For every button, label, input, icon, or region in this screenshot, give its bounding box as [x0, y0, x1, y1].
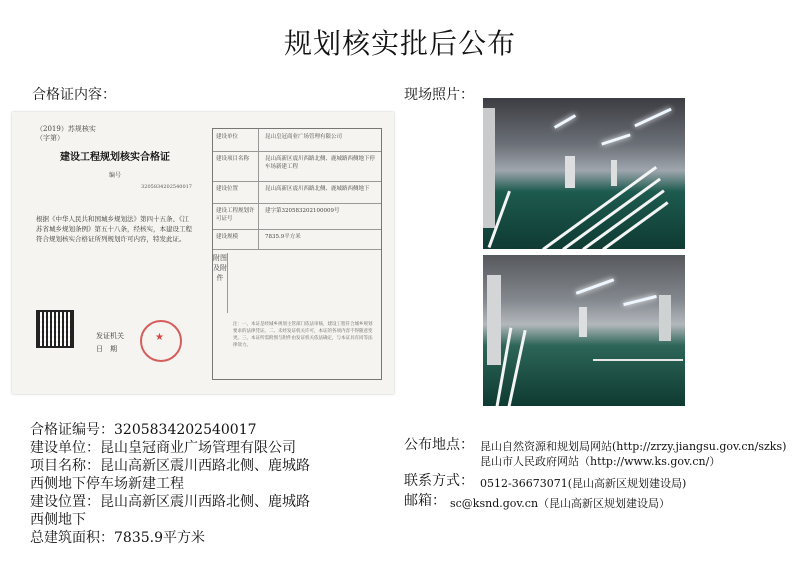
certificate-number-small: 3205834202540017 [141, 184, 192, 190]
area-value: 7835.9平方米 [114, 530, 205, 546]
cert-row [213, 181, 381, 204]
email-value[interactable]: sc@ksnd.gov.cn（昆山高新区规划建设局） [450, 497, 671, 510]
official-seal-icon [140, 320, 182, 362]
location-value-1: 昆山高新区震川西路北侧、鹿城路 [100, 494, 310, 510]
cert-number-line [30, 421, 380, 439]
cert-row-value: 建字第320583202100009号 [265, 208, 340, 214]
issuer-label: 发证机关 [96, 332, 124, 340]
photo-section-label: 现场照片： [404, 87, 474, 103]
location-label: 建设位置： [30, 494, 100, 510]
project-value-2: 西侧地下停车场新建工程 [30, 476, 184, 492]
cert-row [213, 151, 381, 182]
certificate-image [12, 112, 394, 394]
publish-info [404, 436, 794, 512]
qr-code-icon [36, 310, 74, 348]
cert-row-value: 昆山高新区震川西路北侧、鹿城路西侧地下停车场新建工程 [265, 156, 376, 170]
contact-label: 联系方式： [404, 473, 474, 489]
builder-value: 昆山皇冠商业广场管理有限公司 [100, 440, 296, 456]
cert-row-key: 建设位置 [213, 181, 259, 203]
publish-place-line1[interactable]: 昆山自然资源和规划局网站(http://zrzy.jiangsu.gov.cn/szks) [480, 440, 787, 453]
certificate-left-page [30, 124, 200, 380]
cert-number-value: 3205834202540017 [114, 422, 257, 438]
certificate-sub: 编号 [108, 172, 121, 179]
site-photo-2 [483, 255, 685, 406]
publish-place-line2[interactable]: 昆山市人民政府网站（http://www.ks.gov.cn/） [480, 455, 721, 468]
cert-row-key: 建设单位 [213, 129, 259, 151]
project-value-1: 昆山高新区震川西路北侧、鹿城路 [100, 458, 310, 474]
builder-label: 建设单位： [30, 440, 100, 456]
contact-line [404, 472, 794, 492]
cert-row-value: 7835.9平方米 [265, 234, 301, 240]
location-value-2: 西侧地下 [30, 512, 86, 528]
certificate-body-text: 根据《中华人民共和国城乡规划法》第四十五条、《江苏省城乡规划条例》第五十八条，经核实，本建设工程符合规划核实合格证所列规划许可内容，特发此证。 [36, 215, 192, 243]
project-label: 项目名称： [30, 458, 100, 474]
certificate-notes: 注：一、本证是经城乡规划主管部门依法审核，建设工程符合城乡规划要求的法律凭证。二、未经发证机关许可，本证的各项内容不得随意变更。三、本证所需附图与附件由发证机关依法确定，与本证具有同等法律效力。 [233, 322, 373, 348]
publish-place [404, 436, 794, 468]
contact-value: 0512-36673071(昆山高新区规划建设局) [480, 477, 687, 490]
cert-row-key: 建设工程规划许可证号 [213, 203, 259, 229]
cert-row-value: 昆山皇冠商业广场管理有限公司 [265, 134, 343, 140]
site-photo-1 [483, 98, 685, 249]
publish-place-label: 公布地点： [404, 437, 474, 453]
builder-line [30, 439, 380, 457]
cert-row-key: 建设项目名称 [213, 151, 259, 181]
certificate-title: 建设工程规划核实合格证 [60, 152, 170, 163]
date-label: 日 期 [96, 345, 117, 353]
cert-row [213, 129, 381, 152]
cert-number-label: 合格证编号： [30, 422, 114, 438]
cert-row-key: 建设规模 [213, 229, 259, 249]
attachments-side-label: 附图及附件 [213, 253, 228, 313]
certificate-section-label: 合格证内容： [32, 87, 116, 103]
certificate-right-page [212, 128, 382, 380]
email-label: 邮箱： [404, 493, 446, 509]
location-line [30, 493, 380, 511]
cert-row-value: 昆山高新区震川西路北侧、鹿城路西侧地下 [265, 186, 370, 192]
area-line [30, 529, 380, 547]
page-title: 规划核实批后公布 [283, 27, 516, 60]
project-info [30, 421, 380, 547]
certificate-issuer [96, 330, 124, 356]
email-line [404, 492, 794, 512]
certificate-top-no2: （字第） [36, 134, 64, 142]
area-label: 总建筑面积： [30, 530, 114, 546]
cert-row [213, 203, 381, 230]
project-line [30, 457, 380, 475]
cert-row [213, 229, 381, 250]
certificate-top-no: （2019）苏规核实 [36, 125, 96, 133]
